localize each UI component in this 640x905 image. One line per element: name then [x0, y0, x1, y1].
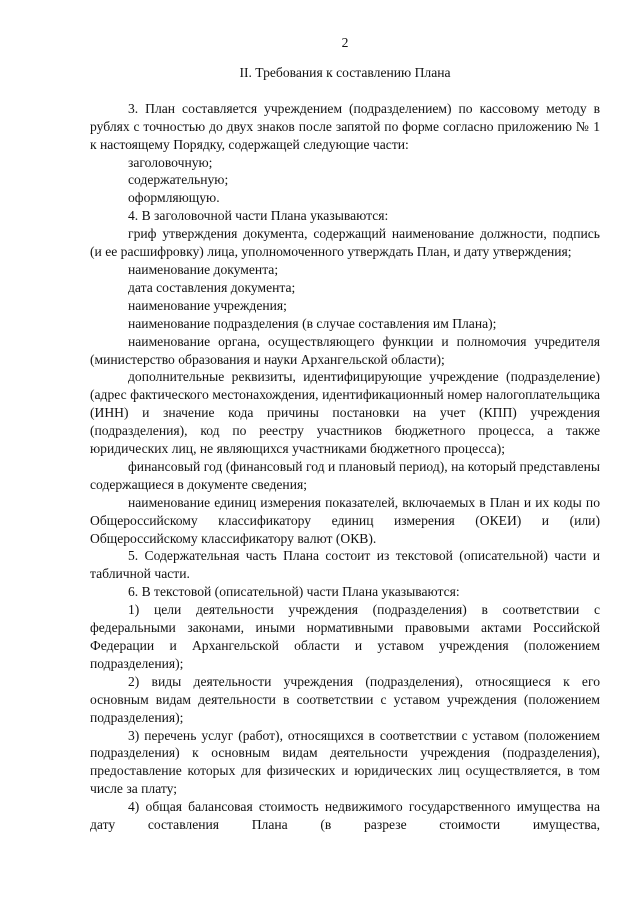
list-item-institution-name: наименование учреждения; [128, 297, 287, 313]
paragraph-6: 6. В текстовой (описательной) части Плана указываются: [128, 584, 460, 600]
list-item-1-goals: 1) цели деятельности учреждения (подразделения) в соответствии с федеральными законами, иными нормативными правовыми актами Российской Федерации и Архангельской области и уставом учреждения (положением подразделения); [90, 602, 600, 671]
paragraph-5: 5. Содержательная часть Плана состоит из текстовой (описательной) части и табличной части. [90, 548, 600, 582]
list-item-additional-requisites: дополнительные реквизиты, идентифицирующие учреждение (подразделение) (адрес фактического местонахождения, идентификационный номер налогоплательщика (ИНН) и значение кода причины постановки на учет (КПП) учреждения (подразделения), код по реестру участников бюджетного процесса, а также юридических лиц, не являющихся участниками бюджетного процесса); [90, 369, 600, 457]
list-item-financial-year: финансовый год (финансовый год и плановый период), на который представлены содержащиеся в документе сведения; [90, 458, 600, 492]
document-page [90, 34, 600, 834]
list-item-units-of-measure: наименование единиц измерения показателей, включаемых в План и их коды по Общероссийскому классификатору единиц измерения (ОКЕИ) и (или) Общероссийскому классификатору валют (ОКВ). [90, 494, 600, 546]
list-item-3-services: 3) перечень услуг (работ), относящихся в соответствии с уставом (положением подразделения) к основным видам деятельности учреждения (подразделения), предоставление которых для физических и юридических лиц осуществляется, в том числе за плату; [90, 727, 600, 797]
list-item-formatting-part: оформляющую. [128, 190, 220, 206]
list-item-2-activities: 2) виды деятельности учреждения (подразделения), относящиеся к его основным видам деятельности в соответствии с уставом учреждения (положением подразделения); [90, 673, 600, 725]
list-item-content-part: содержательную; [128, 172, 229, 188]
list-item-document-date: дата составления документа; [128, 279, 296, 295]
paragraph-3: 3. План составляется учреждением (подразделением) по кассовому методу в рублях с точностью до двух знаков после запятой по форме согласно приложению № 1 к настоящему Порядку, содержащей следующие части: [90, 100, 600, 152]
list-item-4-balance-value: 4) общая балансовая стоимость недвижимого государственного имущества на дату составления Плана (в разрезе стоимости имущества, [90, 799, 600, 833]
list-item-approval-stamp: гриф утверждения документа, содержащий наименование должности, подпись (и ее расшифровку) лица, уполномоченного утверждать План, и дату утверждения; [90, 226, 600, 260]
list-item-document-name: наименование документа; [128, 261, 279, 277]
section-heading: II. Требования к составлению Плана [239, 64, 451, 80]
list-item-founder-body: наименование органа, осуществляющего функции и полномочия учредителя (министерство образования и науки Архангельской области); [90, 333, 600, 367]
list-item-heading-part: заголовочную; [128, 154, 213, 170]
list-item-subdivision-name: наименование подразделения (в случае составления им Плана); [128, 315, 497, 331]
paragraph-4: 4. В заголовочной части Плана указываются: [128, 208, 389, 224]
page-number: 2 [341, 35, 349, 50]
